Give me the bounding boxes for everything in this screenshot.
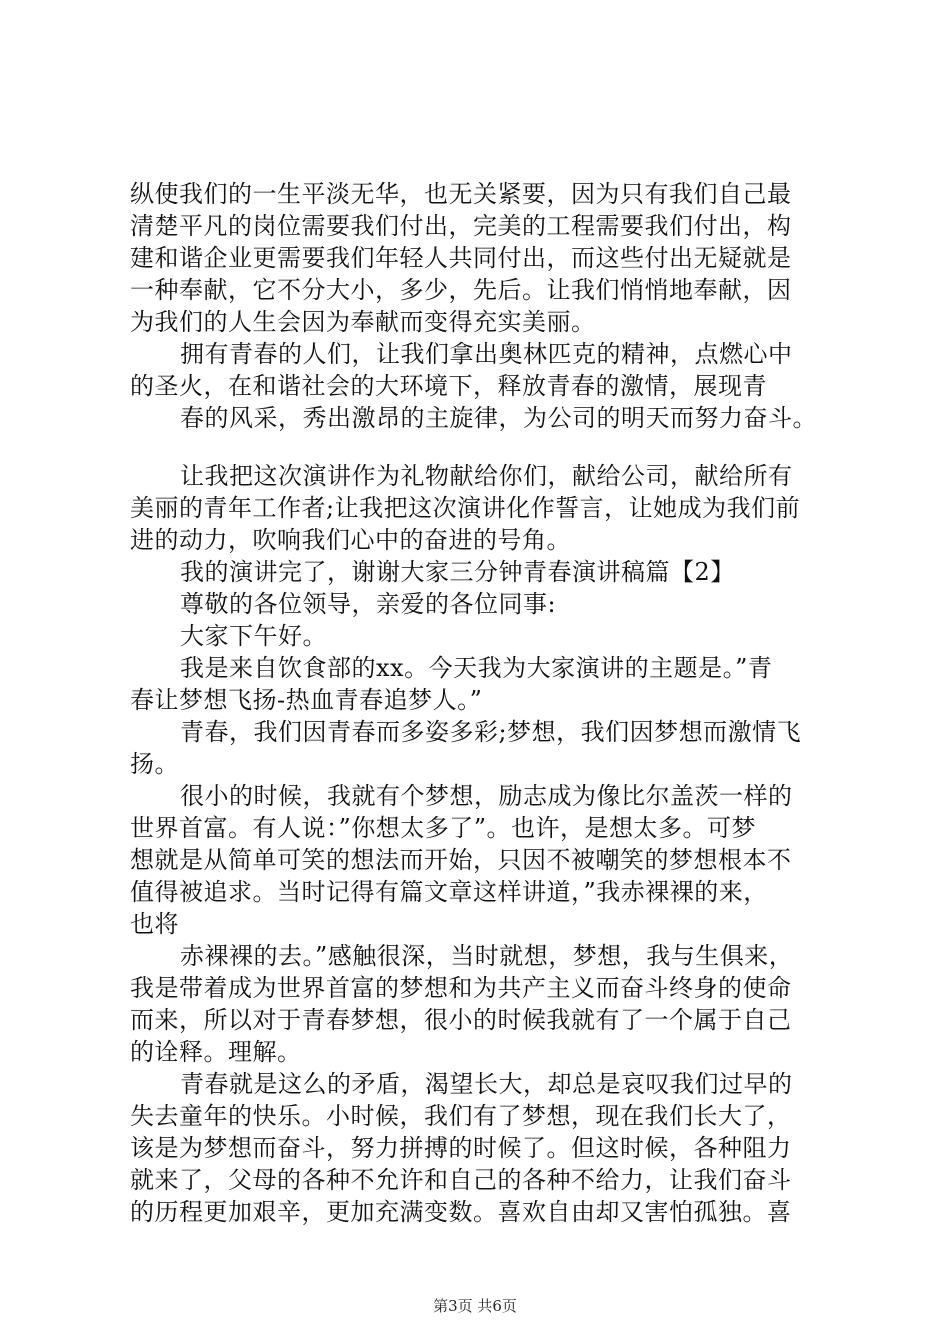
- text-line: 为我们的人生会因为奉献而变得充实美丽。: [130, 308, 596, 336]
- text-line: 建和谐企业更需要我们年轻人共同付出，而这些付出无疑就是: [130, 244, 792, 272]
- text-line: 纵使我们的一生平淡无华，也无关紧要，因为只有我们自己最: [130, 180, 792, 208]
- text-line: 美丽的青年工作者;让我把这次演讲化作誓言，让她成为我们前: [130, 494, 801, 522]
- text-line: 进的动力，吹响我们心中的奋进的号角。: [130, 526, 571, 554]
- text-line: 扬。: [130, 750, 179, 778]
- text-line: 我是来自饮食部的xx。今天我为大家演讲的主题是。”青: [180, 654, 773, 682]
- text-line: 春的风采，秀出激昂的主旋律，为公司的明天而努力奋斗。: [180, 404, 817, 432]
- text-line: 青春就是这么的矛盾，渴望长大，却总是哀叹我们过早的: [180, 1070, 793, 1098]
- text-line: 的圣火，在和谐社会的大环境下，释放青春的激情，展现青: [130, 372, 767, 400]
- text-line: 一种奉献，它不分大小，多少，先后。让我们悄悄地奉献，因: [130, 276, 792, 304]
- text-line: 尊敬的各位领导，亲爱的各位同事:: [180, 590, 557, 618]
- text-line: 失去童年的快乐。小时候，我们有了梦想，现在我们长大了，: [130, 1102, 792, 1130]
- text-line: 就来了，父母的各种不允许和自己的各种不给力，让我们奋斗: [130, 1166, 792, 1194]
- text-line: 青春，我们因青春而多姿多彩;梦想，我们因梦想而激情飞: [180, 718, 802, 746]
- text-line: 春让梦想飞扬-热血青春追梦人。”: [130, 686, 483, 714]
- text-line: 的诠释。理解。: [130, 1038, 302, 1066]
- text-line: 想就是从简单可笑的想法而开始，只因不被嘲笑的梦想根本不: [130, 846, 792, 874]
- text-line: 大家下午好。: [180, 622, 327, 650]
- text-line: 的历程更加艰辛，更加充满变数。喜欢自由却又害怕孤独。喜: [130, 1198, 792, 1226]
- text-line: 很小的时候，我就有个梦想，励志成为像比尔盖茨一样的: [180, 782, 793, 810]
- text-line: 赤裸裸的去。”感触很深，当时就想，梦想，我与生俱来，: [180, 942, 794, 970]
- text-line: 也将: [130, 910, 179, 938]
- section-heading: 我的演讲完了，谢谢大家三分钟青春演讲稿篇【2】: [180, 558, 735, 586]
- text-line: 世界首富。有人说：”你想太多了”。也许，是想太多。可梦: [130, 814, 757, 842]
- text-line: 值得被追求。当时记得有篇文章这样讲道，”我赤裸裸的来，: [130, 878, 768, 906]
- text-line: 清楚平凡的岗位需要我们付出，完美的工程需要我们付出，构: [130, 212, 792, 240]
- text-line: 我是带着成为世界首富的梦想和为共产主义而奋斗终身的使命: [130, 974, 792, 1002]
- page-number-footer: 第3页 共6页: [433, 1297, 517, 1315]
- text-line: 让我把这次演讲作为礼物献给你们，献给公司，献给所有: [180, 462, 793, 490]
- text-line: 拥有青春的人们，让我们拿出奥林匹克的精神，点燃心中: [180, 340, 793, 368]
- text-line: 而来，所以对于青春梦想，很小的时候我就有了一个属于自己: [130, 1006, 792, 1034]
- text-line: 该是为梦想而奋斗，努力拼搏的时候了。但这时候，各种阻力: [130, 1134, 792, 1162]
